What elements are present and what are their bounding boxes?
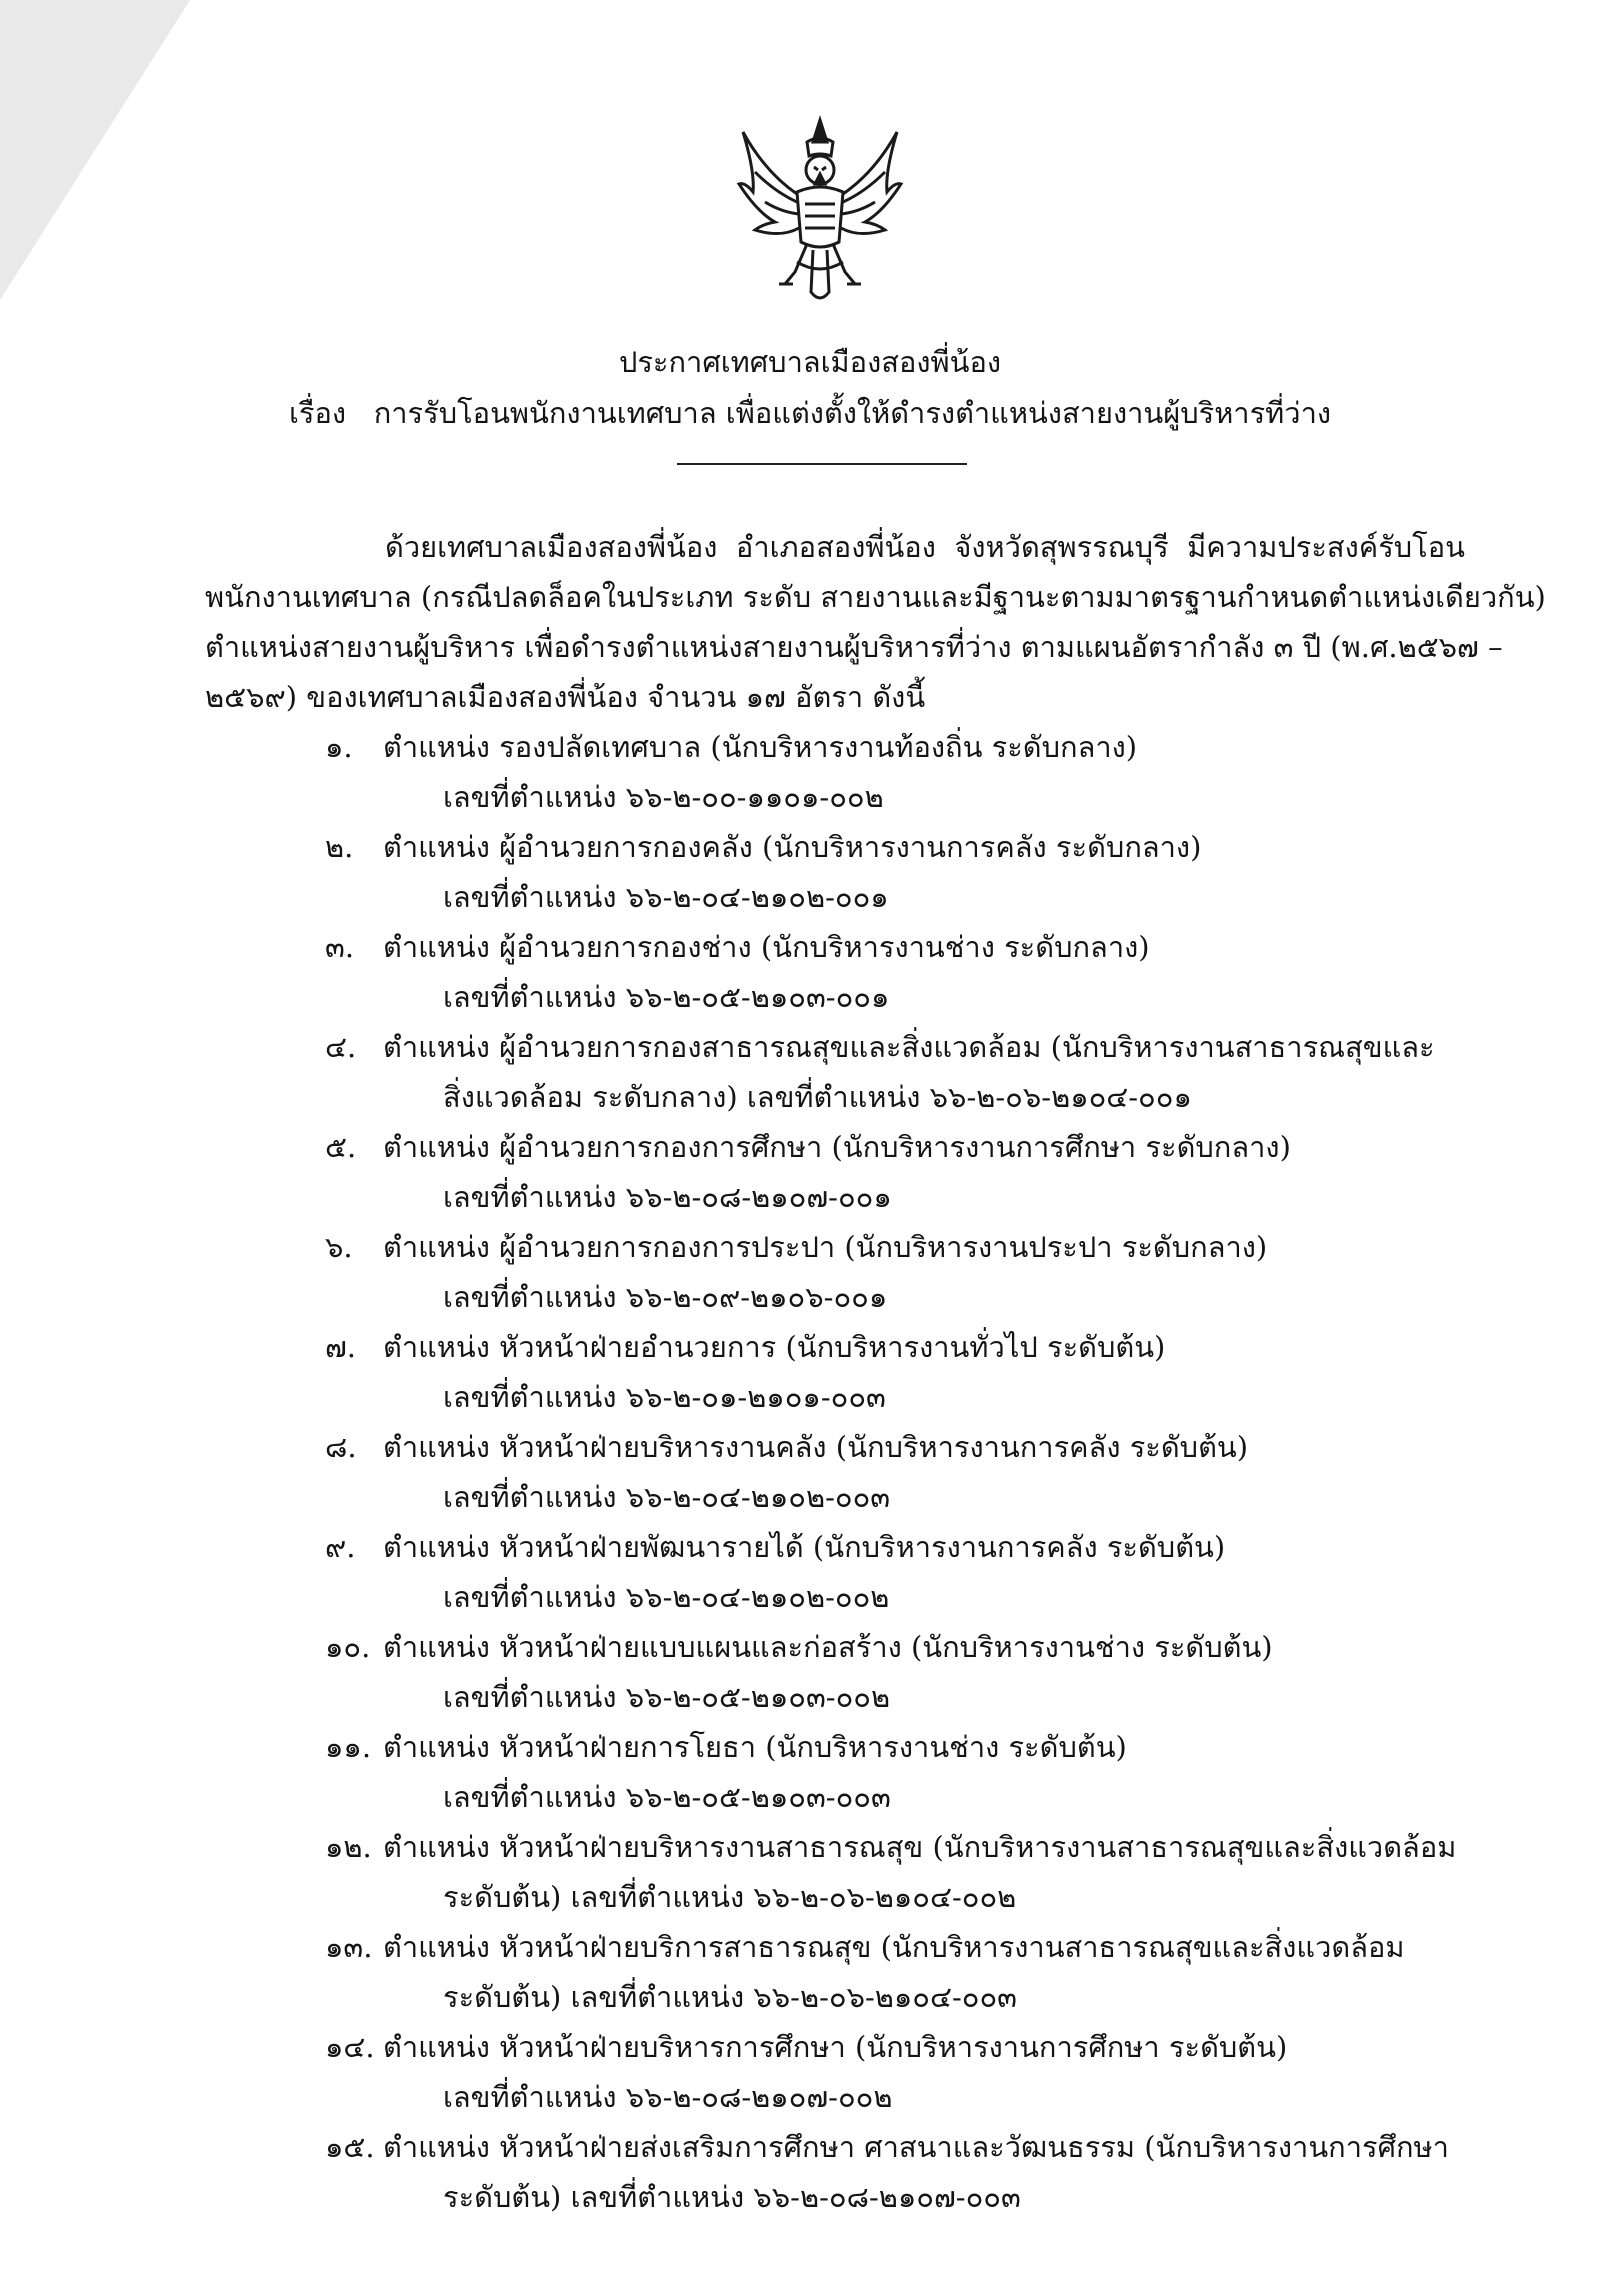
item-title: ตำแหน่ง รองปลัดเทศบาล (นักบริหารงานท้องถิ่น ระดับกลาง) xyxy=(383,730,1138,764)
position-item xyxy=(325,922,1465,1022)
item-number: ๖. xyxy=(325,1230,353,1264)
item-title: ตำแหน่ง หัวหน้าฝ่ายบริหารงานสาธารณสุข (นักบริหารงานสาธารณสุขและสิ่งแวดล้อม xyxy=(383,1830,1457,1864)
item-number: ๑๒. xyxy=(325,1830,372,1864)
item-number: ๑๕. xyxy=(325,2130,375,2164)
position-item xyxy=(325,1922,1465,2022)
item-position-number: เลขที่ตำแหน่ง ๖๖-๒-๐๔-๒๑๐๒-๐๐๓ xyxy=(443,1480,891,1514)
intro-line: ๒๕๖๙) ของเทศบาลเมืองสองพี่น้อง จำนวน ๑๗ อัตรา ดังนี้ xyxy=(205,680,926,714)
item-position-number: เลขที่ตำแหน่ง ๖๖-๒-๐๙-๒๑๐๖-๐๐๑ xyxy=(443,1280,888,1314)
position-item xyxy=(325,1322,1465,1422)
position-list xyxy=(325,722,1465,2222)
intro-paragraph xyxy=(205,522,1546,722)
position-item xyxy=(325,1622,1465,1722)
item-position-number: ระดับต้น) เลขที่ตำแหน่ง ๖๖-๒-๐๖-๒๑๐๔-๐๐๓ xyxy=(443,1980,1017,2014)
position-item xyxy=(325,1522,1465,1622)
intro-line: ด้วยเทศบาลเมืองสองพี่น้อง อำเภอสองพี่น้อง จังหวัดสุพรรณบุรี มีความประสงค์รับโอน xyxy=(385,530,1465,564)
item-number: ๘. xyxy=(325,1430,357,1464)
item-title: ตำแหน่ง ผู้อำนวยการกองคลัง (นักบริหารงานการคลัง ระดับกลาง) xyxy=(383,830,1202,864)
item-position-number: สิ่งแวดล้อม ระดับกลาง) เลขที่ตำแหน่ง ๖๖-๒-๐๖-๒๑๐๔-๐๐๑ xyxy=(443,1080,1192,1114)
item-number: ๑๓. xyxy=(325,1930,373,1964)
item-position-number: เลขที่ตำแหน่ง ๖๖-๒-๐๔-๒๑๐๒-๐๐๒ xyxy=(443,1580,890,1614)
item-title: ตำแหน่ง ผู้อำนวยการกองการศึกษา (นักบริหารงานการศึกษา ระดับกลาง) xyxy=(383,1130,1291,1164)
item-number: ๑๔. xyxy=(325,2030,375,2064)
item-number: ๙. xyxy=(325,1530,356,1564)
position-item xyxy=(325,1122,1465,1222)
position-item xyxy=(325,822,1465,922)
item-title: ตำแหน่ง หัวหน้าฝ่ายบริหารการศึกษา (นักบริหารงานการศึกษา ระดับต้น) xyxy=(383,2030,1288,2064)
position-item xyxy=(325,1722,1465,1822)
item-title: ตำแหน่ง ผู้อำนวยการกองสาธารณสุขและสิ่งแวดล้อม (นักบริหารงานสาธารณสุขและ xyxy=(383,1030,1435,1064)
item-number: ๓. xyxy=(325,930,355,964)
item-title: ตำแหน่ง ผู้อำนวยการกองช่าง (นักบริหารงานช่าง ระดับกลาง) xyxy=(383,930,1150,964)
item-title: ตำแหน่ง หัวหน้าฝ่ายบริการสาธารณสุข (นักบริหารงานสาธารณสุขและสิ่งแวดล้อม xyxy=(383,1930,1405,1964)
intro-line: ตำแหน่งสายงานผู้บริหาร เพื่อดำรงตำแหน่งสายงานผู้บริหารที่ว่าง ตามแผนอัตรากำลัง ๓ ปี (พ.ศ.๒๕๖๗ – xyxy=(205,630,1503,664)
item-position-number: ระดับต้น) เลขที่ตำแหน่ง ๖๖-๒-๐๖-๒๑๐๔-๐๐๒ xyxy=(443,1880,1017,1914)
item-title: ตำแหน่ง หัวหน้าฝ่ายแบบแผนและก่อสร้าง (นักบริหารงานช่าง ระดับต้น) xyxy=(383,1630,1273,1664)
position-item xyxy=(325,1022,1465,1122)
item-number: ๑๐. xyxy=(325,1630,371,1664)
item-number: ๗. xyxy=(325,1330,357,1364)
item-number: ๔. xyxy=(325,1030,357,1064)
item-position-number: เลขที่ตำแหน่ง ๖๖-๒-๐๘-๒๑๐๗-๐๐๒ xyxy=(443,2080,893,2114)
subject-text: การรับโอนพนักงานเทศบาล เพื่อแต่งตั้งให้ดำรงตำแหน่งสายงานผู้บริหารที่ว่าง xyxy=(373,396,1332,430)
title-underline xyxy=(677,463,967,465)
intro-line: พนักงานเทศบาล (กรณีปลดล็อคในประเภท ระดับ สายงานและมีฐานะตามมาตรฐานกำหนดตำแหน่งเดียวกัน) xyxy=(205,580,1546,614)
item-number: ๑๑. xyxy=(325,1730,372,1764)
item-title: ตำแหน่ง หัวหน้าฝ่ายบริหารงานคลัง (นักบริหารงานการคลัง ระดับต้น) xyxy=(383,1430,1249,1464)
position-item xyxy=(325,1822,1465,1922)
item-position-number: เลขที่ตำแหน่ง ๖๖-๒-๐๕-๒๑๐๓-๐๐๑ xyxy=(443,980,890,1014)
item-position-number: เลขที่ตำแหน่ง ๖๖-๒-๐๔-๒๑๐๒-๐๐๑ xyxy=(443,880,889,914)
position-item xyxy=(325,1222,1465,1322)
document-title: ประกาศเทศบาลเมืองสองพี่น้อง xyxy=(618,345,1002,379)
position-item xyxy=(325,1422,1465,1522)
item-title: ตำแหน่ง หัวหน้าฝ่ายการโยธา (นักบริหารงานช่าง ระดับต้น) xyxy=(383,1730,1127,1764)
position-item xyxy=(325,2022,1465,2122)
garuda-emblem-icon xyxy=(735,112,905,312)
item-position-number: เลขที่ตำแหน่ง ๖๖-๒-๐๕-๒๑๐๓-๐๐๒ xyxy=(443,1680,891,1714)
document-subject xyxy=(0,393,1620,433)
item-position-number: เลขที่ตำแหน่ง ๖๖-๒-๐๕-๒๑๐๓-๐๐๓ xyxy=(443,1780,891,1814)
item-position-number: เลขที่ตำแหน่ง ๖๖-๒-๐๘-๒๑๐๗-๐๐๑ xyxy=(443,1180,892,1214)
item-position-number: ระดับต้น) เลขที่ตำแหน่ง ๖๖-๒-๐๘-๒๑๐๗-๐๐๓ xyxy=(443,2180,1021,2214)
item-number: ๒. xyxy=(325,830,354,864)
subject-label: เรื่อง xyxy=(288,396,347,430)
item-number: ๕. xyxy=(325,1130,357,1164)
item-title: ตำแหน่ง หัวหน้าฝ่ายพัฒนารายได้ (นักบริหารงานการคลัง ระดับต้น) xyxy=(383,1530,1226,1564)
item-title: ตำแหน่ง ผู้อำนวยการกองการประปา (นักบริหารงานประปา ระดับกลาง) xyxy=(383,1230,1268,1264)
item-title: ตำแหน่ง หัวหน้าฝ่ายส่งเสริมการศึกษา ศาสนาและวัฒนธรรม (นักบริหารงานการศึกษา xyxy=(383,2130,1449,2164)
item-title: ตำแหน่ง หัวหน้าฝ่ายอำนวยการ (นักบริหารงานทั่วไป ระดับต้น) xyxy=(383,1330,1166,1364)
position-item xyxy=(325,2122,1465,2222)
item-number: ๑. xyxy=(325,730,353,764)
item-position-number: เลขที่ตำแหน่ง ๖๖-๒-๐๑-๒๑๐๑-๐๐๓ xyxy=(443,1380,886,1414)
scan-corner-shadow xyxy=(0,0,190,300)
item-position-number: เลขที่ตำแหน่ง ๖๖-๒-๐๐-๑๑๐๑-๐๐๒ xyxy=(443,780,884,814)
position-item xyxy=(325,722,1465,822)
